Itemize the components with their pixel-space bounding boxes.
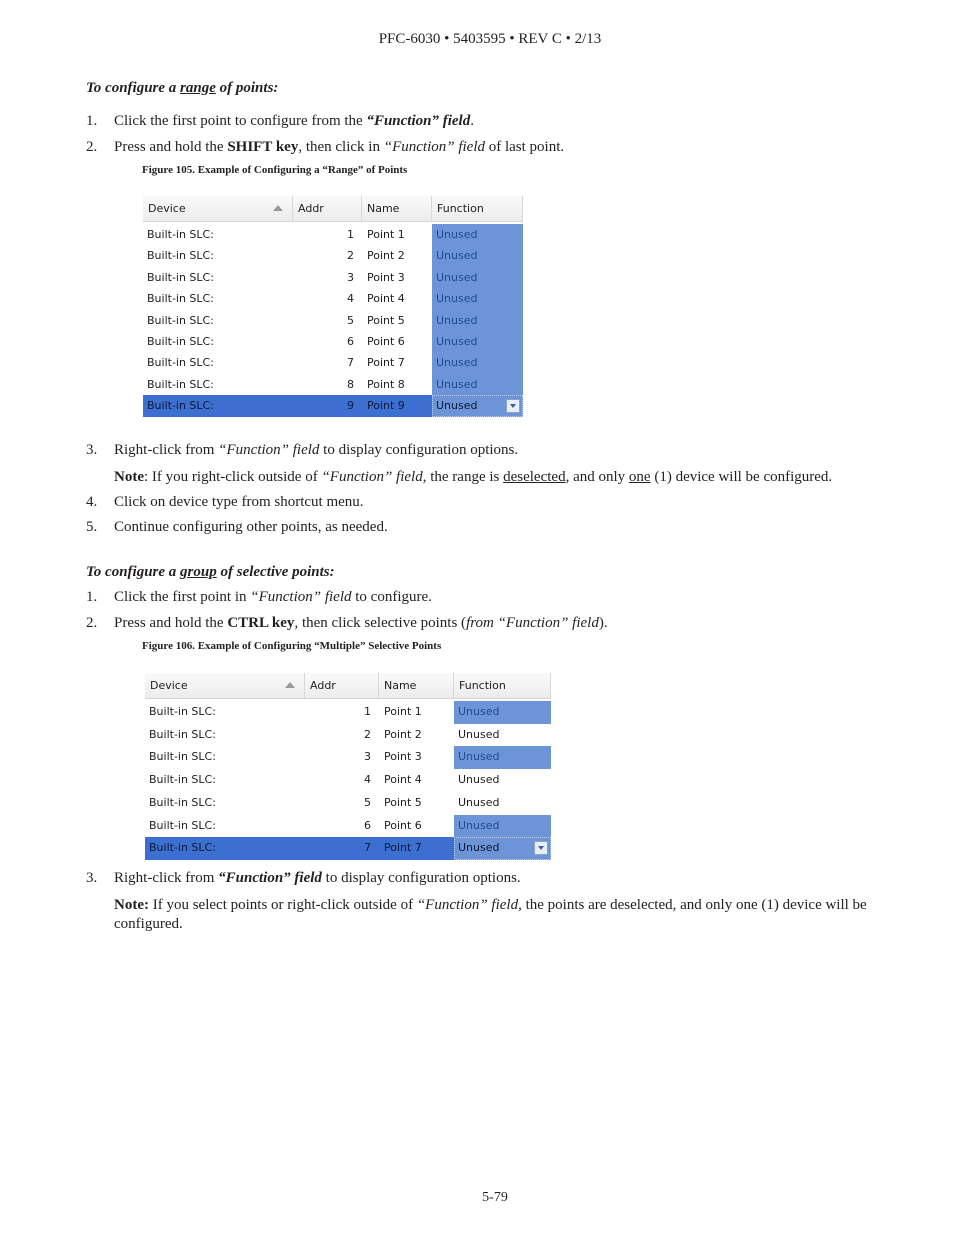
cell-device: Built-in SLC: [149,795,216,809]
note-field: “Function” field, [321,469,427,485]
cell-function[interactable]: Unused [454,746,551,769]
note-text: the points are deselected, and only one (1) device will be configured. [114,897,867,932]
cell-function[interactable]: Unused [432,331,523,352]
step-number: 2. [86,139,98,155]
column-header-function[interactable] [454,673,551,698]
section2-heading [86,564,335,581]
note-text: (1) device will be configured. [650,469,833,485]
cell-addr: 7 [347,356,354,370]
cell-addr: 1 [364,705,371,718]
step-text-part: , then click in [298,139,384,155]
column-header-label: Name [384,679,417,692]
step-text-part: of last point. [484,139,565,155]
note-text: If you select points or right-click outside of [148,897,417,913]
step-text [114,870,521,887]
cell-name: Point 7 [367,356,405,370]
range-points-grid [143,196,523,415]
cell-device: Built-in SLC: [149,841,216,855]
note-label: Note [114,469,144,485]
table-row[interactable] [143,331,523,352]
step-text [114,442,518,459]
cell-function[interactable]: Unused [432,352,523,373]
heading-text-b: of points: [215,80,279,96]
cell-device: Built-in SLC: [147,377,214,391]
step-text-part: ). [598,615,608,631]
cell-name: Point 3 [384,750,422,764]
cell-name: Point 2 [367,249,405,263]
table-row[interactable] [145,815,551,838]
cell-name: Point 1 [384,705,422,718]
table-row[interactable] [143,374,523,395]
cell-function[interactable]: Unused [432,245,523,266]
column-header-label: Name [367,202,400,215]
heading-text-a: To configure a [86,564,181,580]
cell-name: Point 8 [367,377,405,391]
cell-addr: 4 [364,773,371,787]
step-text-part: to display configuration options. [321,870,521,886]
page-number: 5-79 [482,1190,508,1205]
cell-device: Built-in SLC: [149,705,216,718]
step-emphasis: “Function” field [366,113,471,129]
cell-addr: 4 [347,292,354,306]
step-text: Continue configuring other points, as needed. [114,519,388,535]
cell-addr: 6 [364,818,371,832]
table-row[interactable] [143,352,523,373]
note-label: Note: [114,897,149,913]
cell-device: Built-in SLC: [149,773,216,787]
step-field: “Function” field [218,442,320,458]
cell-device: Built-in SLC: [147,249,214,263]
step-text-part: Press and hold the [114,139,228,155]
cell-function[interactable]: Unused [458,795,500,809]
column-header-label: Addr [310,679,336,692]
table-row[interactable] [143,395,523,416]
cell-device: Built-in SLC: [147,335,214,348]
cell-device: Built-in SLC: [147,313,214,327]
cell-addr: 9 [347,399,354,413]
note-text: the range is [426,469,504,485]
cell-device: Built-in SLC: [147,356,214,370]
cell-addr: 6 [347,335,354,348]
cell-addr: 2 [364,727,371,741]
step-field: “Function” field [250,589,352,605]
heading-text-b: of selective points: [216,564,335,580]
cell-function[interactable]: Unused [432,310,523,331]
cell-function[interactable]: Unused [432,267,523,288]
table-row[interactable] [143,224,523,245]
step-number: 4. [86,494,98,510]
step-text-part: Right-click from [114,870,219,886]
selective-points-grid [145,673,551,860]
column-header-name[interactable] [362,196,432,221]
step-text-part: . [470,113,474,129]
column-header-device[interactable] [145,673,305,698]
note-text: : If you right-click outside of [144,469,322,485]
cell-addr: 7 [364,841,371,855]
cell-function[interactable]: Unused [454,815,551,838]
table-row[interactable] [143,288,523,309]
table-row[interactable] [143,267,523,288]
sort-ascending-icon [273,205,283,211]
step-number: 2. [86,615,98,631]
cell-device: Built-in SLC: [147,270,214,284]
cell-name: Point 2 [384,727,422,741]
table-row[interactable] [145,746,551,769]
step-key: SHIFT key [227,139,299,155]
column-header-label: Function [459,679,506,692]
note-text: , and only [565,469,629,485]
cell-device: Built-in SLC: [147,228,214,241]
cell-name: Point 6 [367,335,405,348]
table-row[interactable] [145,724,551,747]
cell-addr: 3 [364,750,371,764]
cell-addr: 5 [364,795,371,809]
cell-name: Point 4 [384,773,422,787]
cell-device: Built-in SLC: [149,818,216,832]
step-field: from “Function” field [466,615,599,631]
table-row[interactable] [143,310,523,331]
note-underlined: one [628,469,651,485]
table-row[interactable] [143,245,523,266]
heading-underlined: group [180,564,217,580]
column-header-label: Device [150,679,188,692]
heading-text-a: To configure a [86,80,181,96]
column-header-addr[interactable] [305,673,379,698]
column-header-function[interactable] [432,196,523,221]
cell-addr: 8 [347,377,354,391]
heading-underlined: range [180,80,216,96]
step-text: Click on device type from shortcut menu. [114,494,364,510]
grid-header [145,673,551,699]
cell-addr: 2 [347,249,354,263]
cell-function[interactable]: Unused [454,837,551,860]
step-text [114,113,474,130]
cell-addr: 1 [347,228,354,241]
table-row[interactable] [145,701,551,724]
step-text-part: to configure. [351,589,432,605]
step-text-part: Click the first point in [114,589,251,605]
table-row[interactable] [145,837,551,860]
column-header-label: Device [148,202,186,215]
sort-ascending-icon [285,682,295,688]
step-number: 1. [86,113,98,129]
figure-106-caption: Figure 106. Example of Configuring “Multiple” Selective Points [142,640,442,652]
table-row[interactable] [145,792,551,815]
grid-header [143,196,523,222]
column-header-label: Addr [298,202,324,215]
cell-device: Built-in SLC: [149,727,216,741]
cell-function[interactable]: Unused [458,727,500,741]
step-number: 5. [86,519,98,535]
step-text-part: Press and hold the [114,615,228,631]
cell-addr: 5 [347,313,354,327]
note-underlined: deselected [503,469,566,485]
cell-device: Built-in SLC: [147,292,214,306]
cell-device: Built-in SLC: [149,750,216,764]
figure-105-caption: Figure 105. Example of Configuring a “Range” of Points [142,164,408,176]
cell-name: Point 5 [367,313,405,327]
step-text [114,139,564,156]
column-header-name[interactable] [379,673,454,698]
cell-function[interactable]: Unused [458,773,500,787]
step-text-part: Click the first point to configure from the [114,113,367,129]
step-emphasis: “Function” field [218,870,322,886]
step-text-part: to display configuration options. [319,442,519,458]
note-field: “Function” field, [416,897,522,913]
cell-name: Point 4 [367,292,405,306]
cell-function[interactable]: Unused [432,395,523,416]
column-header-addr[interactable] [293,196,362,221]
cell-name: Point 7 [384,841,422,855]
cell-name: Point 9 [367,399,405,413]
step-text-part: , then click selective points ( [294,615,467,631]
cell-name: Point 6 [384,818,422,832]
step-text [114,615,608,632]
cell-addr: 3 [347,270,354,284]
step-text [114,589,432,606]
section1-heading [86,80,278,97]
cell-name: Point 3 [367,270,405,284]
step-field: “Function” field [383,139,485,155]
page-header: PFC-6030 • 5403595 • REV C • 2/13 [378,31,602,47]
s1-note [114,468,914,487]
cell-name: Point 1 [367,228,405,241]
step-text-part: Right-click from [114,442,219,458]
dropdown-arrow-icon[interactable] [534,841,548,855]
cell-function[interactable]: Unused [432,288,523,309]
column-header-device[interactable] [143,196,293,221]
cell-function[interactable]: Unused [432,224,523,245]
dropdown-arrow-icon[interactable] [506,399,520,413]
column-header-label: Function [437,202,484,215]
cell-device: Built-in SLC: [147,399,214,413]
table-row[interactable] [145,769,551,792]
cell-function[interactable]: Unused [432,374,523,395]
step-number: 3. [86,870,98,886]
cell-function[interactable]: Unused [454,701,551,724]
step-key: CTRL key [227,615,295,631]
s2-note [114,896,904,934]
step-number: 3. [86,442,98,458]
cell-name: Point 5 [384,795,422,809]
step-number: 1. [86,589,98,605]
